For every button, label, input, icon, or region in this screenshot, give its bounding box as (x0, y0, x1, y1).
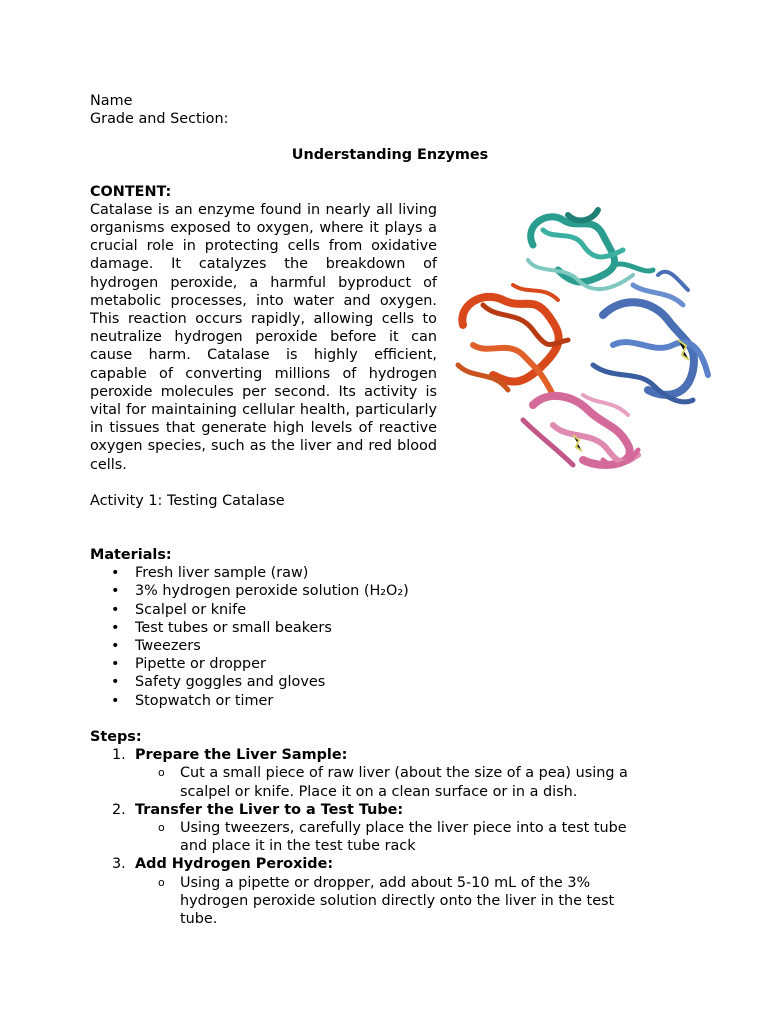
name-field-label: Name (90, 93, 133, 109)
step-number: 1. (112, 747, 126, 764)
step-detail: o Cut a small piece of raw liver (about the size of a pea) using a scalpel or knife. Place it on a clean surface or in a dish. (158, 765, 628, 800)
list-item: • Pipette or dropper (111, 656, 266, 673)
materials-heading: Materials: (90, 547, 172, 564)
circle-bullet-icon: o (158, 766, 165, 780)
list-item: • Scalpel or knife (111, 601, 247, 618)
step-detail-list (135, 874, 690, 929)
step-detail: o Using a pipette or dropper, add about 5-10 mL of the 3% hydrogen peroxide solution directly onto the liver in the test tube. (158, 874, 615, 927)
circle-bullet-icon: o (158, 875, 165, 889)
step-title: Add Hydrogen Peroxide: (135, 856, 334, 873)
steps-list (90, 746, 690, 928)
steps-heading: Steps: (90, 728, 142, 745)
bullet-icon: • (111, 692, 120, 709)
step-title: Transfer the Liver to a Test Tube: (135, 801, 404, 818)
step-number: 2. (112, 801, 126, 818)
circle-bullet-icon: o (158, 820, 165, 834)
step-number: 3. (112, 856, 126, 873)
document-title: Understanding Enzymes (291, 147, 489, 164)
grade-section-label: Grade and Section: (90, 111, 229, 128)
step-item (90, 801, 690, 856)
bullet-icon: • (111, 583, 120, 600)
content-heading: CONTENT: (90, 183, 172, 200)
list-item: • Tweezers (111, 638, 201, 655)
step-item (90, 746, 690, 801)
step-detail-list (135, 764, 690, 800)
list-item: • Fresh liver sample (raw) (111, 565, 309, 582)
bullet-icon: • (111, 619, 120, 636)
list-item: • Safety goggles and gloves (111, 674, 326, 691)
bullet-icon: • (111, 656, 120, 673)
step-title: Prepare the Liver Sample: (135, 747, 348, 764)
bullet-icon: • (111, 601, 120, 618)
list-item: • Stopwatch or timer (111, 692, 274, 709)
content-paragraph: Catalase is an enzyme found in nearly all living organisms exposed to oxygen, where it plays a crucial role in protecting cells from oxidative damage. It catalyzes the breakdown of hydrogen peroxide, a harmful byproduct of metabolic processes, into water and oxygen. This reaction occurs rapidly, allowing cells to neutralize hydrogen peroxide before it can cause harm. Catalase is highly efficient, capable of converting millions of hydrogen peroxide molecules per second. Its activity is vital for maintaining cellular health, particularly in tissues that generate high levels of reactive oxygen species, such as the liver and red blood cells. (90, 201, 437, 473)
step-detail-list (135, 819, 690, 855)
activity-title: Activity 1: Testing Catalase (90, 492, 285, 509)
step-detail: o Using tweezers, carefully place the liver piece into a test tube and place it in the test tube rack (158, 819, 627, 855)
materials-list (90, 564, 690, 710)
bullet-icon: • (111, 638, 120, 655)
step-item (90, 855, 690, 928)
bullet-icon: • (111, 674, 120, 691)
bullet-icon: • (111, 565, 120, 582)
list-item: • 3% hydrogen peroxide solution (H₂O₂) (111, 583, 409, 600)
document-body (90, 92, 690, 928)
list-item: • Test tubes or small beakers (111, 619, 332, 636)
